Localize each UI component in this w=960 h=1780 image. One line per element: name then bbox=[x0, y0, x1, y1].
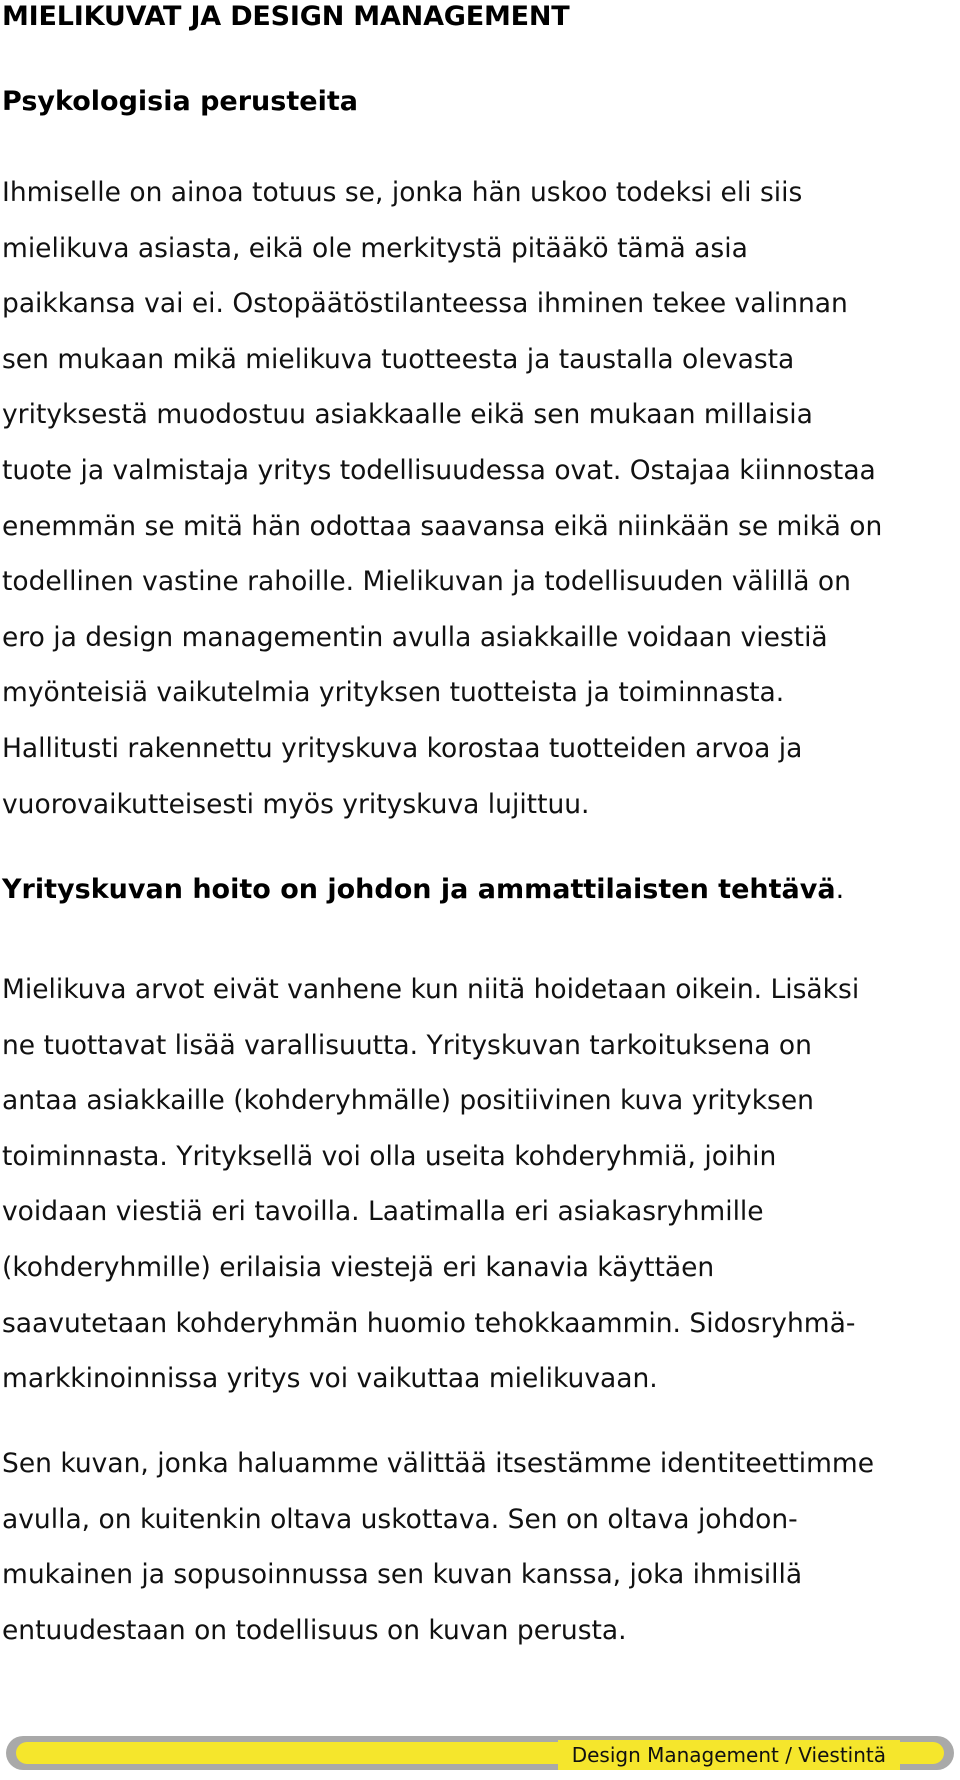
paragraph-intro bbox=[2, 165, 952, 832]
paragraph-identity bbox=[2, 1436, 952, 1658]
paragraph-line: Hallitusti rakennettu yrityskuva korostaa tuotteiden arvoa ja bbox=[2, 732, 803, 764]
paragraph-line: mukainen ja sopusoinnussa sen kuvan kanssa, joka ihmisillä bbox=[2, 1559, 803, 1591]
paragraph-line: toiminnasta. Yrityksellä voi olla useita kohderyhmiä, joihin bbox=[2, 1140, 777, 1172]
paragraph-line: antaa asiakkaille (kohderyhmälle) positiivinen kuva yrityksen bbox=[2, 1085, 814, 1117]
paragraph-line: myönteisiä vaikutelmia yrityksen tuotteista ja toiminnasta. bbox=[2, 677, 785, 709]
paragraph-values bbox=[2, 962, 952, 1407]
paragraph-line: ero ja design managementin avulla asiakkaille voidaan viestiä bbox=[2, 621, 828, 653]
paragraph-line: todellinen vastine rahoille. Mielikuvan ja todellisuuden välillä on bbox=[2, 566, 851, 598]
paragraph-line: saavutetaan kohderyhmän huomio tehokkaammin. Sidosryhmä- bbox=[2, 1307, 856, 1339]
paragraph-line: (kohderyhmille) erilaisia viestejä eri kanavia käyttäen bbox=[2, 1251, 715, 1283]
paragraph-line: vuorovaikutteisesti myös yrityskuva lujittuu. bbox=[2, 788, 590, 820]
paragraph-line: Ihmiselle on ainoa totuus se, jonka hän uskoo todeksi eli siis bbox=[2, 177, 803, 208]
paragraph-line: yrityksestä muodostuu asiakkaalle eikä sen mukaan millaisia bbox=[2, 399, 813, 431]
paragraph-line: enemmän se mitä hän odottaa saavansa eikä niinkään se mikä on bbox=[2, 510, 883, 542]
paragraph-line: entuudestaan on todellisuus on kuvan perusta. bbox=[2, 1614, 627, 1646]
paragraph-line: sen mukaan mikä mielikuva tuotteesta ja taustalla olevasta bbox=[2, 343, 795, 375]
paragraph-line: mielikuva asiasta, eikä ole merkitystä pitääkö tämä asia bbox=[2, 232, 748, 264]
paragraph-line: markkinoinnissa yritys voi vaikuttaa mielikuvaan. bbox=[2, 1363, 658, 1395]
footer-bar bbox=[6, 1736, 954, 1770]
paragraph-line: tuote ja valmistaja yritys todellisuudessa ovat. Ostajaa kiinnostaa bbox=[2, 454, 876, 486]
section-subtitle: Psykologisia perusteita bbox=[2, 86, 358, 117]
paragraph-line: Sen kuvan, jonka haluamme välittää itsestämme identiteettimme bbox=[2, 1448, 875, 1479]
paragraph-line: ne tuottavat lisää varallisuutta. Yrityskuvan tarkoituksena on bbox=[2, 1029, 812, 1061]
emphasis-tail: . bbox=[835, 874, 845, 905]
paragraph-line: paikkansa vai ei. Ostopäätöstilanteessa ihminen tekee valinnan bbox=[2, 288, 848, 320]
footer-label-box bbox=[558, 1740, 900, 1770]
paragraph-line: Mielikuva arvot eivät vanhene kun niitä hoidetaan oikein. Lisäksi bbox=[2, 974, 860, 1005]
emphasis-statement bbox=[2, 873, 844, 907]
paragraph-line: avulla, on kuitenkin oltava uskottava. Sen on oltava johdon- bbox=[2, 1503, 798, 1535]
paragraph-line: voidaan viestiä eri tavoilla. Laatimalla eri asiakasryhmille bbox=[2, 1196, 764, 1228]
page-title: MIELIKUVAT JA DESIGN MANAGEMENT bbox=[2, 1, 570, 32]
footer-label: Design Management / Viestintä bbox=[571, 1743, 886, 1767]
emphasis-bold-text: Yrityskuvan hoito on johdon ja ammattilaisten tehtävä bbox=[2, 874, 836, 905]
